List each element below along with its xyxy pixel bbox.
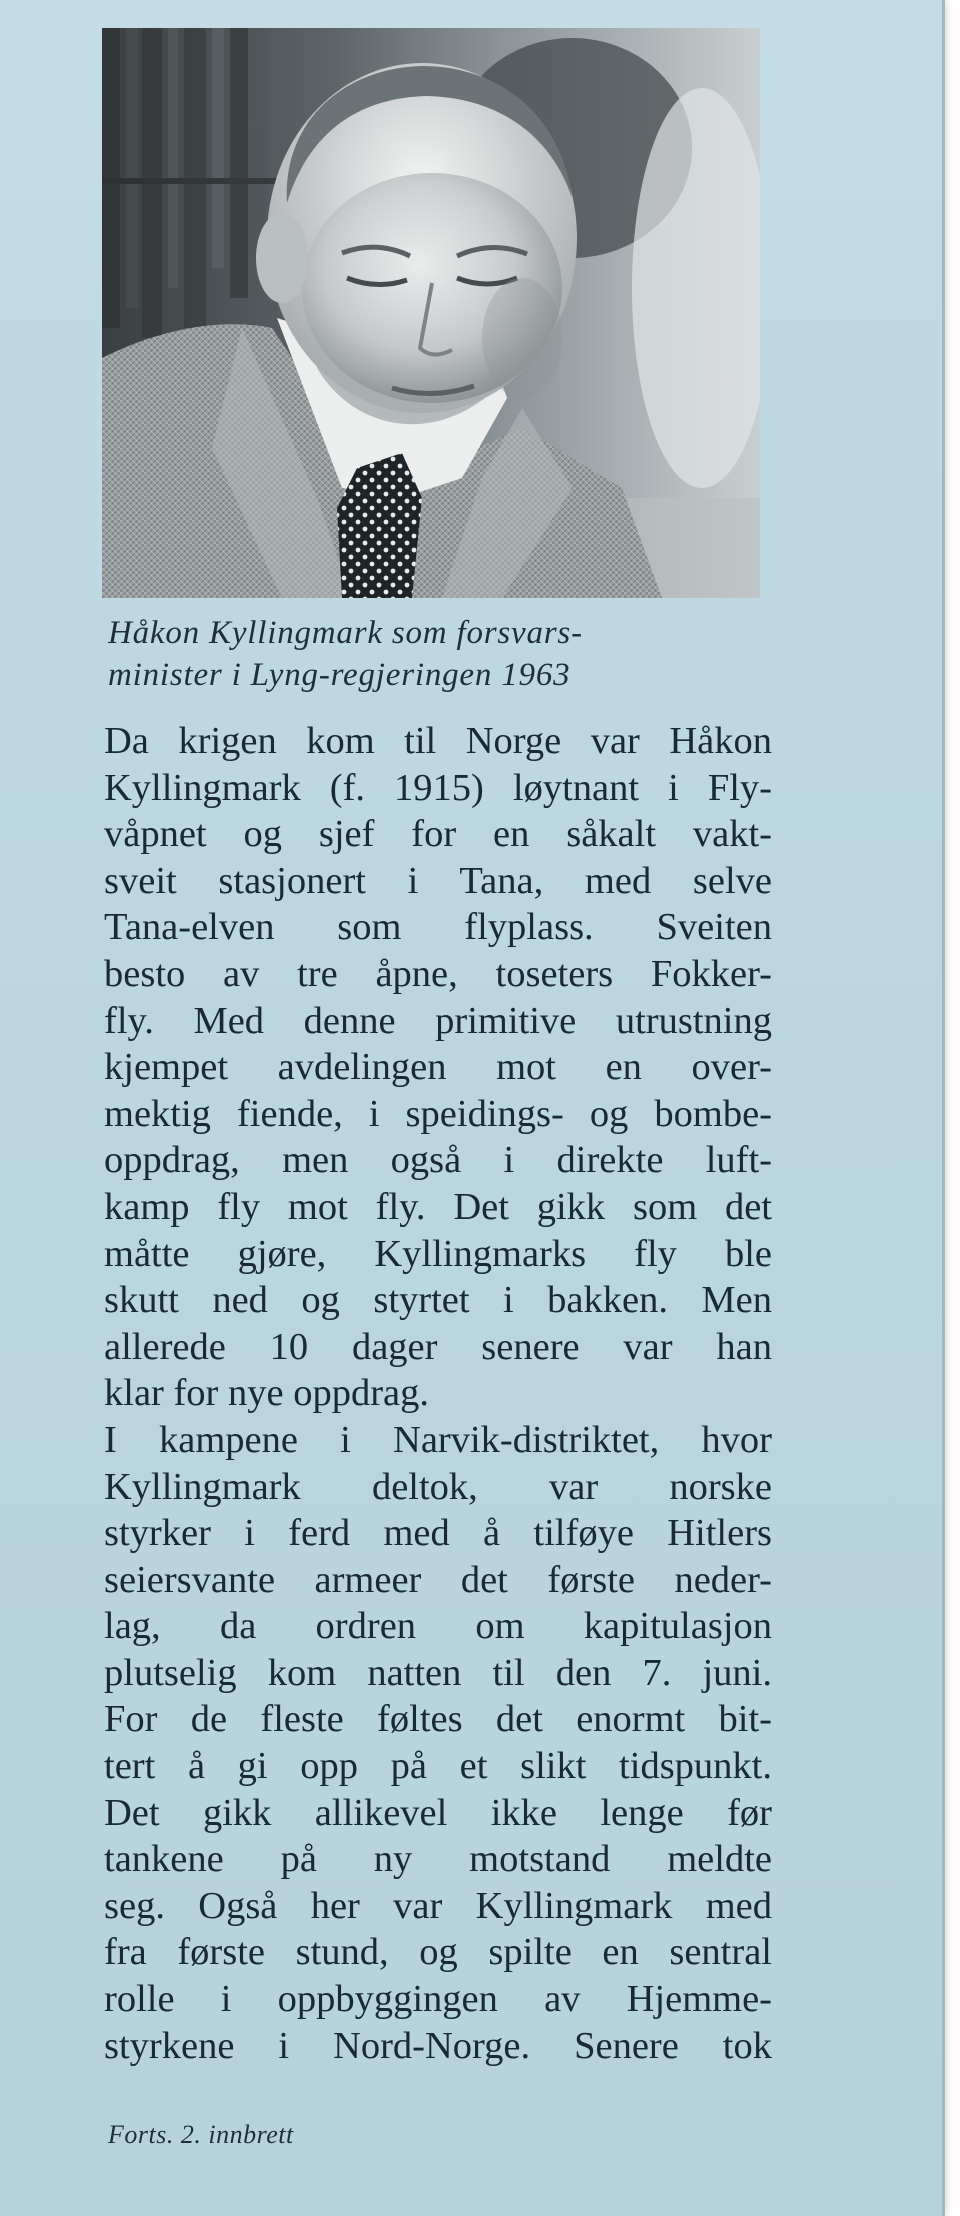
caption-line: Håkon Kyllingmark som forsvars-	[108, 615, 583, 651]
text-line: styrker i ferd med å tilføye Hitlers	[104, 1512, 772, 1555]
biography-text	[104, 718, 772, 2069]
text-line: skutt ned og styrtet i bakken. Men	[104, 1279, 772, 1322]
photo-caption	[108, 612, 788, 696]
text-line: lag, da ordren om kapitulasjon	[104, 1605, 772, 1648]
text-line: Tana-elven som flyplass. Sveiten	[104, 906, 772, 949]
text-line: For de fleste føltes det enormt bit-	[104, 1698, 772, 1741]
author-photo	[102, 28, 760, 598]
continuation-note: Forts. 2. innbrett	[108, 2120, 294, 2149]
text-line: Kyllingmark (f. 1915) løytnant i Fly-	[104, 766, 772, 809]
text-line: allerede 10 dager senere var han	[104, 1325, 772, 1368]
text-line: mektig fiende, i speidings- og bombe-	[104, 1092, 772, 1135]
text-line: Kyllingmark deltok, var norske	[104, 1465, 772, 1508]
text-line: besto av tre åpne, toseters Fokker-	[104, 952, 772, 995]
text-line: tankene på ny motstand meldte	[104, 1838, 772, 1881]
text-line: tert å gi opp på et slikt tidspunkt.	[104, 1745, 772, 1788]
text-line: måtte gjøre, Kyllingmarks fly ble	[104, 1232, 772, 1275]
author-portrait-image	[102, 28, 760, 598]
text-line: fly. Med denne primitive utrustning	[104, 999, 772, 1042]
text-line: I kampene i Narvik-distriktet, hvor	[104, 1418, 772, 1461]
text-line: seg. Også her var Kyllingmark med	[104, 1884, 772, 1927]
text-line: oppdrag, men også i direkte luft-	[104, 1139, 772, 1182]
text-line: seiersvante armeer det første neder-	[104, 1558, 772, 1601]
text-line: våpnet og sjef for en såkalt vakt-	[104, 813, 772, 856]
text-line: styrkene i Nord-Norge. Senere tok	[104, 2024, 772, 2067]
text-line: kamp fly mot fly. Det gikk som det	[104, 1185, 772, 1228]
text-line: kjempet avdelingen mot en over-	[104, 1046, 772, 1089]
caption-line: minister i Lyng-regjeringen 1963	[108, 657, 571, 693]
text-line: fra første stund, og spilte en sentral	[104, 1931, 772, 1974]
text-line: Da krigen kom til Norge var Håkon	[104, 720, 772, 762]
text-line: sveit stasjonert i Tana, med selve	[104, 859, 772, 902]
text-line: Det gikk allikevel ikke lenge før	[104, 1791, 772, 1834]
text-line: rolle i oppbyggingen av Hjemme-	[104, 1978, 772, 2021]
text-line: plutselig kom natten til den 7. juni.	[104, 1651, 772, 1694]
flap-edge	[942, 0, 945, 2216]
text-line: klar for nye oppdrag.	[104, 1372, 429, 1415]
